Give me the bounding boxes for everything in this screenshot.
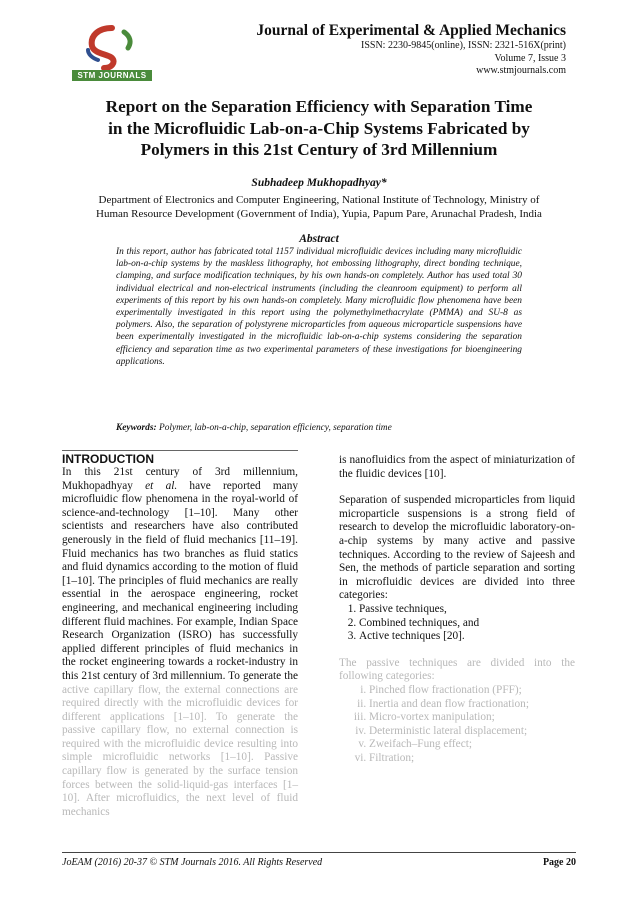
intro-faded-text: active capillary flow, the external connections are required directly with the microfluidic devices for different applications [1–10]. To generate the passive capillary flow, no external connection is required with the microfluidic device resulting into simple microfluidic networks [1–10]. Passive capillary flow is generated by the surface tension forces between the solid-liquid-gas interfaces [1–10]. After microfluidics, the next level of fluid mechanics: [62, 683, 298, 818]
intro-text: have reported many microfluidic flow phenomena in the royal-world of science-and-technology [1–10]. Many other scientists and researchers have also contributed generously in the field of fluid mechanics [11–19]. Fluid mechanics has two branches as fluid statics and fluid dynamics according to the motion of fluid [1–10]. The principles of fluid mechanics are really essential in the aerospace engineering, rocket engineering, and mechanical engineering including different fluid machines. For example, Indian Space Research Organization (ISRO) has successfully applied different principles of fluid mechanics in the rocket engineering towards a rocket-industry in this 21st century of 3rd millennium. To generate the: [62, 479, 298, 682]
journal-website[interactable]: www.stmjournals.com: [476, 65, 566, 76]
keywords: [116, 422, 522, 434]
intro-text: In this 21st century of 3rd millennium, Mukhopadhyay: [62, 466, 298, 492]
stm-swirl-icon: [68, 24, 156, 70]
journal-issn: ISSN: 2230-9845(online), ISSN: 2321-516X(print): [361, 40, 566, 51]
introduction-heading: INTRODUCTION: [62, 450, 298, 466]
list-item: 3. Active techniques [20].: [359, 630, 575, 644]
title-line: Polymers in this 21st Century of 3rd Millennium: [140, 140, 498, 159]
passive-techniques-section: [339, 657, 575, 766]
list-item: iii. Micro-vortex manipulation;: [369, 711, 575, 725]
left-column: [62, 450, 298, 819]
affiliation-line: Department of Electronics and Computer Engineering, National Institute of Technology, Ministry of: [98, 194, 540, 206]
list-item: iv. Deterministic lateral displacement;: [369, 725, 575, 739]
intro-etal: et al.: [145, 479, 178, 492]
journal-title: Journal of Experimental & Applied Mechanics: [256, 22, 566, 39]
list-item: 1. Passive techniques,: [359, 603, 575, 617]
author-name: Subhadeep Mukhopadhyay*: [251, 177, 387, 189]
stm-journals-logo: [68, 24, 156, 86]
keywords-text: Polymer, lab-on-a-chip, separation efficiency, separation time: [158, 423, 392, 433]
title-line: in the Microfluidic Lab-on-a-Chip Systems Fabricated by: [108, 118, 530, 138]
paper-title: [60, 96, 578, 161]
journal-header: [256, 22, 566, 78]
list-item: 2. Combined techniques, and: [359, 617, 575, 631]
abstract-heading: Abstract: [299, 233, 339, 245]
categories-list: [339, 603, 575, 644]
nanofluidics-paragraph: is nanofluidics from the aspect of miniaturization of the fluidic devices [10].: [339, 454, 575, 480]
list-item: v. Zweifach–Fung effect;: [369, 738, 575, 752]
page-number: Page 20: [542, 857, 576, 868]
footer-divider: [62, 852, 576, 853]
right-column: [339, 454, 575, 765]
keywords-label: Keywords:: [116, 423, 157, 433]
introduction-paragraph: [62, 466, 298, 819]
passive-intro: The passive techniques are divided into the following categories:: [339, 656, 575, 683]
separation-paragraph: Separation of suspended microparticles from liquid microparticle suspensions is a strong field of research to develop the microfluidic laboratory-on-a-chip systems by many active and passive techniques. According to the review of Sajeesh and Sen, the methods of particle separation and sorting in microfluidic devices are divided into three categories:: [339, 494, 575, 602]
logo-text: STM JOURNALS: [72, 70, 152, 81]
affiliation-line: Human Resource Development (Government of India), Yupia, Papum Pare, Arunachal Pradesh, India: [96, 208, 542, 220]
title-line: Report on the Separation Efficiency with Separation Time: [105, 97, 533, 116]
journal-volume: Volume 7, Issue 3: [494, 52, 566, 64]
footer-copyright: JoEAM (2016) 20-37 © STM Journals 2016. All Rights Reserved: [62, 857, 323, 868]
list-item: vi. Filtration;: [369, 752, 575, 766]
abstract-text: In this report, author has fabricated total 1157 individual microfluidic devices including many microfluidic lab-on-a-chip systems by the maskless lithography, hot embossing lithography, direct bonding technique, clamping, and surface modification techniques, by his own hands-on completely. Author has used total 30 individual electrical and non-electrical instruments (including the cleanroom equipment) to perform all experiments of this report by his own hands-on completely. Many microfluidic flow phenomena have been experimentally investigated in this report using the polymethylmethacrylate (PMMA) and SU-8 as polymers. Also, the separation of polystyrene microparticles from aqueous microparticle suspensions have been experimentally investigated in the microfluidic lab-on-a-chip systems considering the separation efficiency and separation time as two experimental parameters of these investigations for bioengineering applications.: [116, 247, 522, 367]
list-item: ii. Inertia and dean flow fractionation;: [369, 698, 575, 712]
passive-list: [339, 684, 575, 766]
author-affiliation: [56, 193, 582, 221]
list-item: i. Pinched flow fractionation (PFF);: [369, 684, 575, 698]
